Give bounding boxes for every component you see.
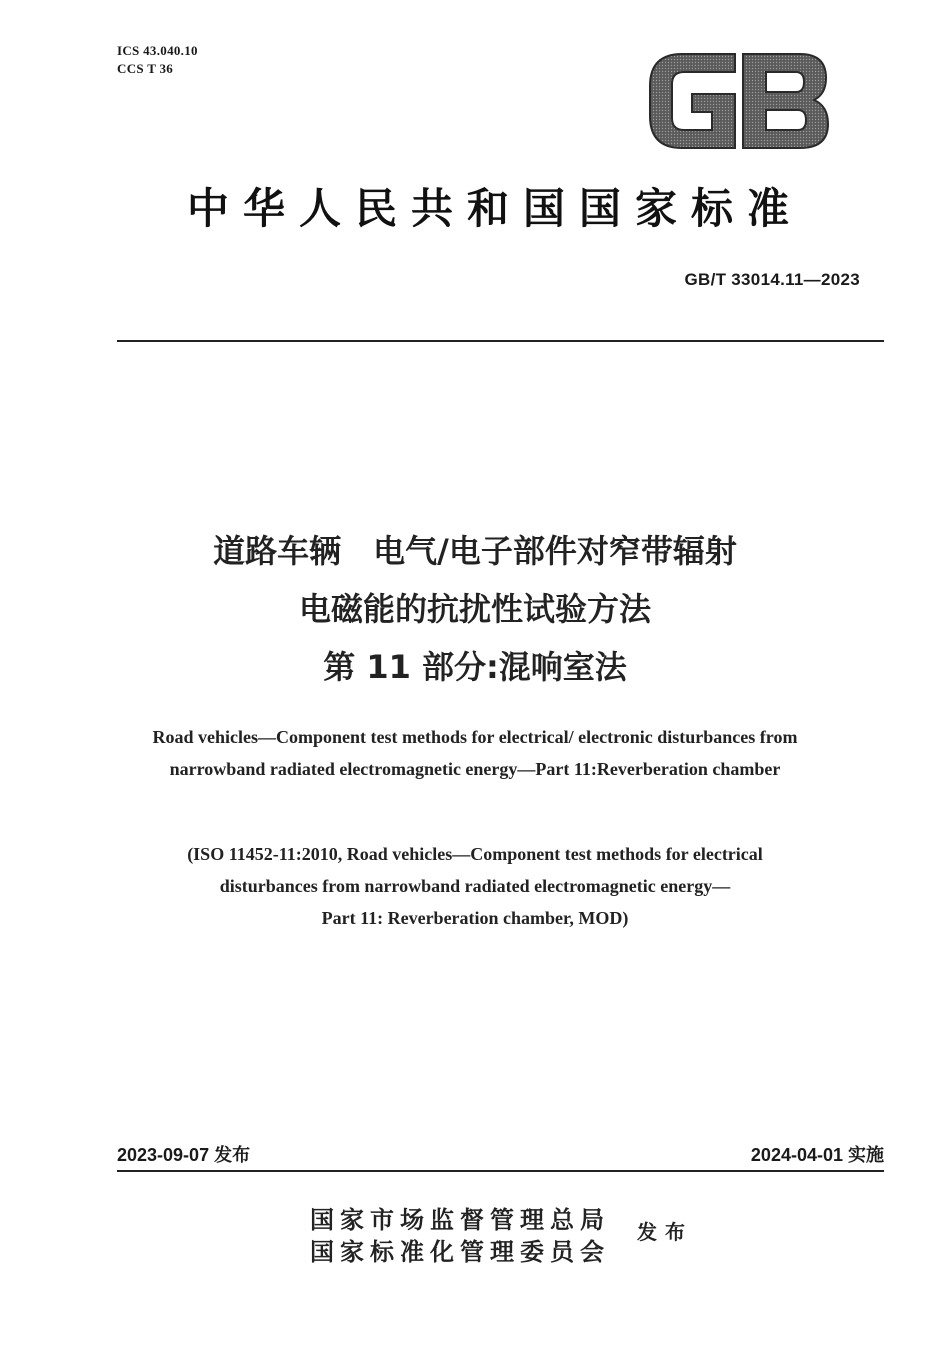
standard-number: GB/T 33014.11—2023 xyxy=(684,270,860,289)
issue-action: 发布 xyxy=(637,1220,693,1244)
issuer-samr: 国家市场监督管理总局 xyxy=(310,1205,610,1234)
chinese-title-line-1: 道路车辆 电气/电子部件对窄带辐射 xyxy=(213,532,737,570)
implementation-date: 2024-04-01 实施 xyxy=(750,1145,884,1165)
top-divider xyxy=(117,340,884,342)
iso-reference-line-2: disturbances from narrowband radiated electromagnetic energy— xyxy=(219,876,731,896)
issue-date: 2023-09-07 发布 xyxy=(117,1145,251,1165)
ccs-code: CCS T 36 xyxy=(117,61,174,76)
chinese-title-line-3: 第 11 部分:混响室法 xyxy=(323,648,627,686)
bottom-divider xyxy=(117,1170,884,1172)
gb-logo xyxy=(640,46,835,156)
issuer-sac: 国家标准化管理委员会 xyxy=(310,1237,610,1266)
national-standard-title: 中华人民共和国国家标准 xyxy=(186,184,803,233)
chinese-title-line-2: 电磁能的抗扰性试验方法 xyxy=(298,590,651,628)
iso-reference-line-3: Part 11: Reverberation chamber, MOD) xyxy=(321,908,629,928)
english-title-line-2: narrowband radiated electromagnetic energy—Part 11:Reverberation chamber xyxy=(169,759,781,779)
classification-codes xyxy=(117,42,198,78)
iso-reference-line-1: (ISO 11452-11:2010, Road vehicles—Component test methods for electrical xyxy=(187,844,763,864)
english-title-line-1: Road vehicles—Component test methods for electrical/ electronic disturbances from xyxy=(152,727,798,747)
ics-code: ICS 43.040.10 xyxy=(117,43,198,58)
